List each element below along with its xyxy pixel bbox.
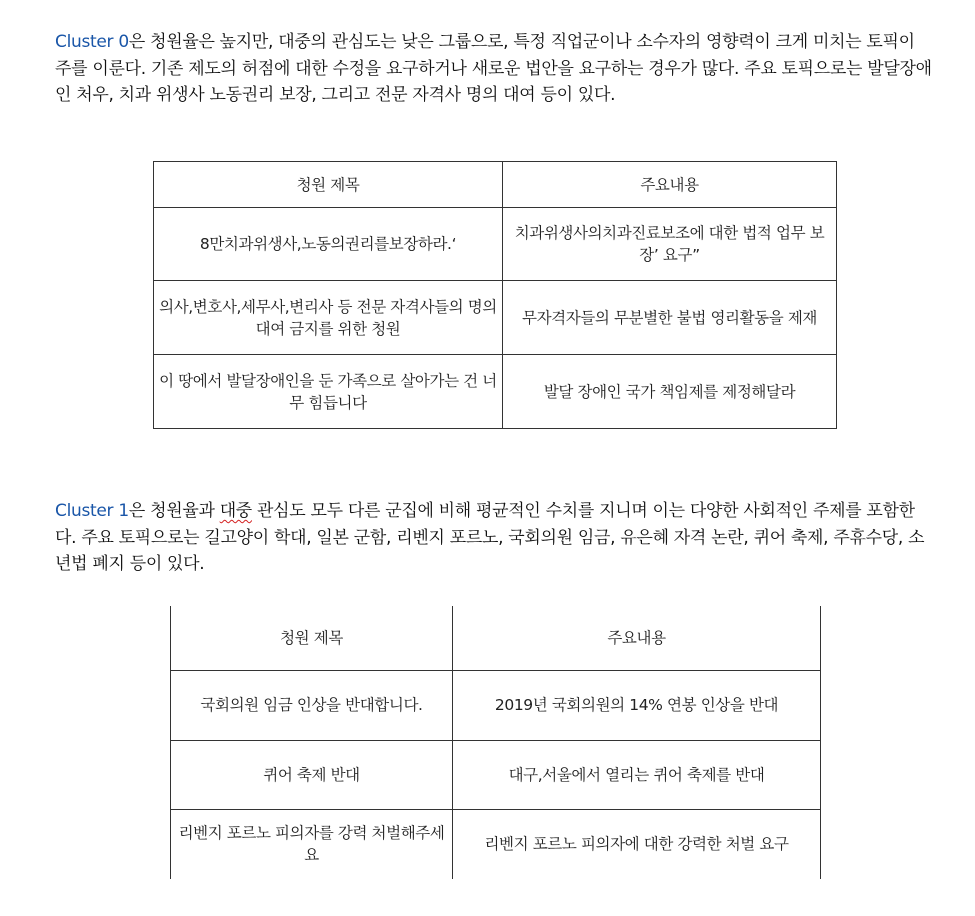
table-row [171,809,821,879]
header-main-content: 주요내용 [503,162,837,208]
main-content-cell: 대구,서울에서 열리는 퀴어 축제를 반대 [453,740,821,809]
cluster-0-text: 은 청원율은 높지만, 대중의 관심도는 낮은 그룹으로, 특정 직업군이나 소수자의 영향력이 크게 미치는 토픽이 주를 이룬다. 기존 제도의 허점에 대한 수정을 요구하거나 새로운 법안을 요구하는 경우가 많다. 주요 토픽으로는 발달장애인 처우, 치과 위생사 노동권리 보장, 그리고 전문 자격사 명의 대여 등이 있다. [55,32,932,105]
table-header-row [154,162,837,208]
table-header-row [171,606,821,670]
main-content-cell: 무자격자들의 무분별한 불법 영리활동을 제재 [503,281,837,355]
petition-title-cell: 이 땅에서 발달장애인을 둔 가족으로 살아가는 건 너무 힘듭니다 [154,355,503,429]
petition-title-cell: 의사,변호사,세무사,변리사 등 전문 자격사들의 명의 대여 금지를 위한 청원 [154,281,503,355]
cluster-0-table [153,161,837,429]
cluster-1-text-b: 관심도 모두 다른 군집에 비해 평균적인 수치를 지니며 이는 다양한 사회적인 주제를 포함한다. 주요 토픽으로는 길고양이 학대, 일본 군함, 리벤지 포르노, 국회의원 임금, 유은혜 자격 논란, 퀴어 축제, 주휴수당, 소년법 폐지 등이 있다. [55,501,925,574]
table-row [171,670,821,740]
cluster-1-table [170,606,821,879]
cluster-0-label: Cluster 0 [55,32,129,52]
table-row [154,208,837,281]
main-content-cell: 치과위생사의치과진료보조에 대한 법적 업무 보장’ 요구” [503,208,837,281]
table-row [154,281,837,355]
petition-title-cell: 8만치과위생사,노동의권리를보장하라.‘ [154,208,503,281]
table-row [154,355,837,429]
main-content-cell: 2019년 국회의원의 14% 연봉 인상을 반대 [453,670,821,740]
petition-title-cell: 리벤지 포르노 피의자를 강력 처벌해주세요 [171,809,453,879]
petition-title-cell: 퀴어 축제 반대 [171,740,453,809]
petition-title-cell: 국회의원 임금 인상을 반대합니다. [171,670,453,740]
header-petition-title: 청원 제목 [171,606,453,670]
cluster-1-label: Cluster 1 [55,501,129,521]
main-content-cell: 리벤지 포르노 피의자에 대한 강력한 처벌 요구 [453,809,821,879]
cluster-0-paragraph [55,29,935,109]
header-petition-title: 청원 제목 [154,162,503,208]
header-main-content: 주요내용 [607,628,666,647]
cluster-1-text-a: 은 청원율과 [128,501,220,521]
spellcheck-underlined-word: 대중 [219,501,252,521]
cluster-1-paragraph [55,498,935,578]
main-content-cell: 발달 장애인 국가 책임제를 제정해달라 [503,355,837,429]
table-row [171,740,821,809]
